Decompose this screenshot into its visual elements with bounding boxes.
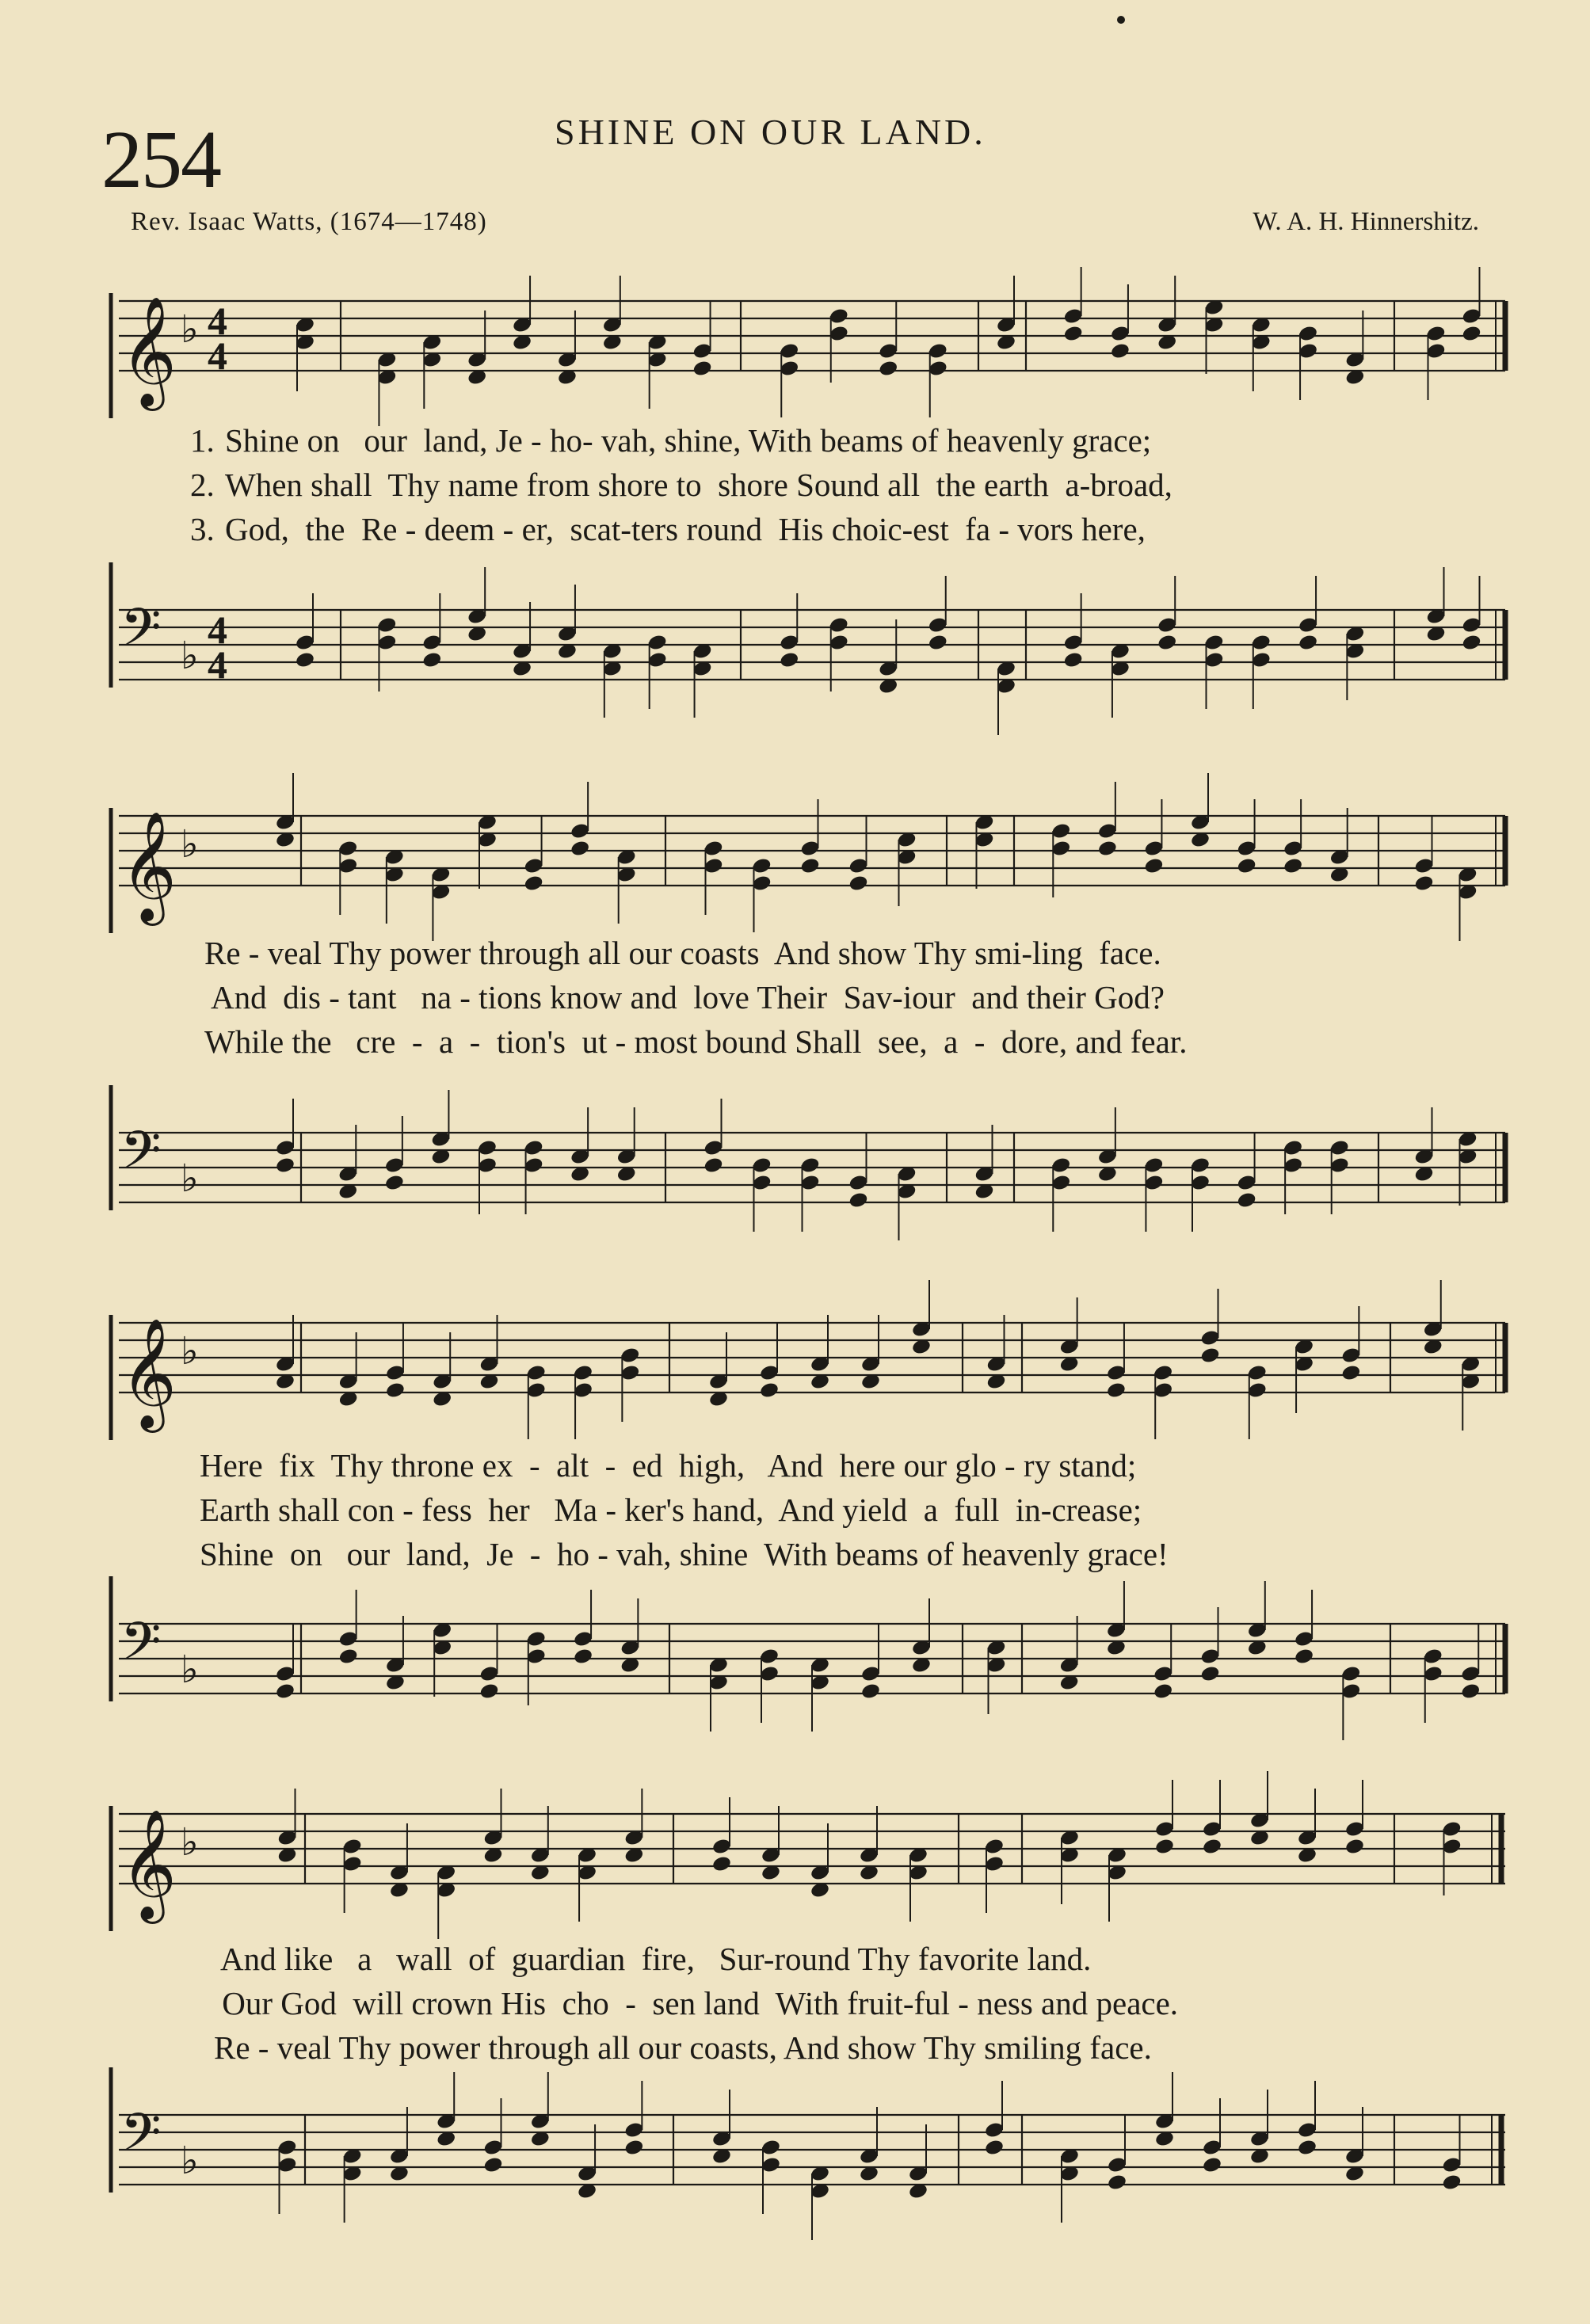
notehead	[1344, 1838, 1365, 1856]
flat-key-signature-icon: ♭	[181, 1648, 199, 1692]
notehead	[1461, 325, 1481, 343]
lyric-line: And dis - tant na - tions know and love Their Sav-iour and their God?	[204, 979, 1165, 1015]
notehead	[1294, 1648, 1314, 1666]
notehead	[385, 1381, 406, 1400]
notehead	[1143, 857, 1164, 875]
notehead	[573, 1648, 593, 1666]
notehead	[1441, 2174, 1462, 2192]
notehead	[1202, 2156, 1222, 2174]
system-3-treble-staff	[0, 1283, 1590, 1442]
notehead	[384, 1174, 405, 1192]
notehead	[1153, 1682, 1173, 1701]
notehead	[275, 1682, 296, 1701]
notehead	[848, 874, 868, 893]
notehead	[1110, 342, 1131, 360]
flat-key-signature-icon: ♭	[181, 307, 199, 352]
system-2-treble-staff	[0, 776, 1590, 935]
lyric-line: Here fix Thy throne ex - alt - ed high, And here our glo - ry stand;	[200, 1447, 1137, 1484]
notehead	[928, 634, 948, 652]
notehead	[1107, 2174, 1127, 2192]
notehead	[779, 651, 799, 669]
flat-key-signature-icon: ♭	[181, 1156, 199, 1201]
flat-key-signature-icon: ♭	[181, 1329, 199, 1373]
notehead	[1461, 634, 1481, 652]
hymn-composer: W. A. H. Hinnershitz.	[1253, 208, 1479, 236]
lyric-line: And like a wall of guardian fire, Sur-round Thy favorite land.	[214, 1941, 1092, 1977]
lyric-line: 1. Shine on our land, Je - ho- vah, shine, With beams of heavenly grace;	[190, 422, 1152, 459]
system-2-bass-staff	[0, 1093, 1590, 1252]
time-signature-bottom: 4	[208, 642, 227, 687]
notehead	[421, 651, 442, 669]
notehead	[1199, 1347, 1220, 1365]
notehead	[1340, 1364, 1361, 1382]
system-2-lyrics	[204, 931, 1551, 1064]
time-signature-top: 4	[208, 608, 227, 652]
notehead	[860, 1682, 881, 1701]
system-3-bass-staff	[0, 1584, 1590, 1743]
notehead	[479, 1682, 499, 1701]
notehead	[1106, 1381, 1127, 1400]
system-1-treble-staff	[0, 261, 1590, 420]
bass-clef-icon: 𝄢	[120, 597, 162, 671]
notehead	[703, 1156, 723, 1175]
notehead	[711, 1855, 732, 1873]
flat-key-signature-icon: ♭	[181, 634, 199, 678]
system-1-bass-staff	[0, 570, 1590, 729]
notehead	[1236, 1191, 1256, 1210]
flat-key-signature-icon: ♭	[181, 822, 199, 867]
notehead	[275, 1156, 296, 1175]
notehead	[1413, 874, 1434, 893]
notehead	[1063, 325, 1084, 343]
time-signature-bottom: 4	[208, 333, 227, 378]
notehead	[1298, 634, 1318, 652]
notehead	[759, 1381, 780, 1400]
bass-clef-icon: 𝄢	[120, 1120, 162, 1194]
system-1-lyrics	[190, 418, 1537, 551]
treble-clef-icon: 𝄞	[120, 811, 177, 921]
time-signature-top: 4	[208, 299, 227, 343]
lyric-line: Our God will crown His cho - sen land With fruit-ful - ness and peace.	[214, 1985, 1179, 2021]
notehead	[295, 651, 315, 669]
notehead	[482, 2156, 503, 2174]
notehead	[1157, 634, 1177, 652]
notehead	[692, 360, 712, 378]
bass-clef-icon: 𝄢	[120, 2102, 162, 2176]
hymn-number: 254	[101, 114, 220, 205]
bass-clef-icon: 𝄢	[120, 1611, 162, 1685]
lyric-line: While the cre - a - tion's ut - most bound Shall see, a - dore, and fear.	[204, 1023, 1188, 1060]
notehead	[1283, 857, 1303, 875]
treble-clef-icon: 𝄞	[120, 1318, 177, 1428]
notehead	[523, 874, 543, 893]
notehead	[1236, 857, 1256, 875]
notehead	[1063, 651, 1084, 669]
hymn-title: SHINE ON OUR LAND.	[555, 112, 986, 152]
notehead	[1460, 1682, 1481, 1701]
notehead	[1199, 1665, 1220, 1683]
lyric-line: Earth shall con - fess her Ma - ker's hand, And yield a full in-crease;	[200, 1492, 1142, 1528]
system-4-lyrics	[214, 1937, 1561, 2070]
notehead	[1202, 1838, 1222, 1856]
lyric-line: Re - veal Thy power through all our coasts, And show Thy smiling face.	[214, 2029, 1152, 2066]
treble-clef-icon: 𝄞	[120, 1809, 177, 1919]
lyric-line: Shine on our land, Je - ho - vah, shine With beams of heavenly grace!	[200, 1536, 1169, 1572]
notehead	[623, 2139, 644, 2157]
notehead	[878, 360, 898, 378]
lyric-line: 2. When shall Thy name from shore to shore Sound all the earth a-broad,	[190, 467, 1172, 503]
notehead	[848, 1191, 868, 1210]
notehead	[984, 2139, 1005, 2157]
flat-key-signature-icon: ♭	[181, 1820, 199, 1865]
notehead	[338, 1648, 359, 1666]
notehead	[1297, 2139, 1317, 2157]
system-4-treble-staff	[0, 1774, 1590, 1933]
system-3-lyrics	[200, 1443, 1546, 1576]
notehead	[1154, 1838, 1175, 1856]
treble-clef-icon: 𝄞	[120, 296, 177, 406]
notehead	[1097, 840, 1118, 858]
notehead	[570, 840, 590, 858]
lyric-line: Re - veal Thy power through all our coasts And show Thy smi-ling face.	[204, 935, 1161, 971]
flat-key-signature-icon: ♭	[181, 2139, 199, 2183]
page-dot	[1117, 16, 1125, 24]
notehead	[799, 857, 820, 875]
hymn-author: Rev. Isaac Watts, (1674—1748)	[131, 208, 487, 236]
system-4-bass-staff	[0, 2075, 1590, 2234]
lyric-line: 3. God, the Re - deem - er, scat-ters round His choic-est fa - vors here,	[190, 511, 1146, 547]
